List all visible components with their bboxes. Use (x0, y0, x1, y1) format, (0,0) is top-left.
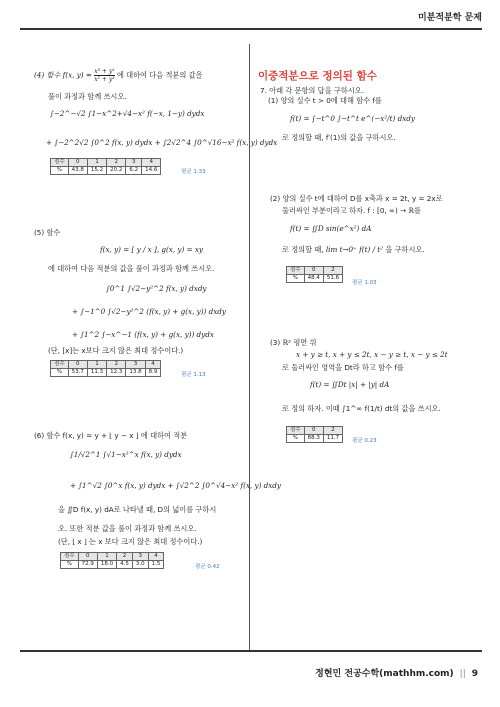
problem-4-line2: 풀이 과정과 함께 쓰시오. (48, 92, 127, 101)
header-rule (20, 28, 482, 30)
table-cell: 점수 (287, 427, 305, 435)
problem-5-eq3: + ∫1^2 ∫−x^−1 (f(x, y) + g(x, y)) dydx (72, 330, 214, 339)
problem-4-average: 평균 1.33 (181, 169, 206, 175)
table-cell: 3 (126, 159, 142, 167)
footer (315, 666, 478, 679)
problem-5-line: 에 대하여 다음 적분의 값을 풀이 과정과 함께 쓰시오. (48, 264, 215, 273)
q7-3-tail: 로 정의 하자. 이때 ∫1^∞ f(1/t) dt의 값을 쓰시오. (282, 404, 441, 413)
q7-2-tail (282, 245, 425, 255)
table-cell: % (287, 275, 305, 283)
table-cell: 11.3 (87, 369, 106, 377)
table-cell: 51.6 (323, 275, 342, 283)
table-cell: 4.5 (117, 561, 133, 569)
footer-separator: || (459, 669, 466, 679)
q7-1-eq: f(t) = ∫−t^0 ∫−t^t e^(−x²/t) dxdy (290, 114, 415, 123)
table-header-row (51, 361, 161, 369)
table-cell: 2 (107, 361, 126, 369)
table-cell: 4 (145, 361, 161, 369)
table-cell: 72.9 (78, 561, 97, 569)
problem-4-intro (34, 68, 202, 83)
table-header-row (287, 267, 343, 275)
table-row (61, 561, 164, 569)
problem-4-frac-den: x² + y² (94, 76, 115, 83)
problem-6-score-table (60, 552, 164, 569)
table-cell: 48.4 (304, 275, 323, 283)
page-number: 9 (471, 669, 478, 679)
table-cell: 점수 (51, 361, 69, 369)
table-cell: 18.0 (97, 561, 116, 569)
table-cell: 2 (323, 267, 342, 275)
q7-1-label: (1) 양의 실수 t > 0에 대해 함수 f를 (268, 96, 382, 105)
table-cell: 12.3 (107, 369, 126, 377)
table-header-row (287, 427, 343, 435)
problem-6-line1: 을 ∬D f(x, y) dA로 나타낼 때, D의 넓이를 구하시 (58, 505, 217, 514)
problem-5-def: f(x, y) = [ y / x ], g(x, y) = xy (100, 245, 203, 254)
problem-4-eq1 (50, 109, 204, 118)
table-cell: 3.0 (132, 561, 148, 569)
table-cell: 점수 (61, 553, 79, 561)
table-cell: 4 (142, 159, 161, 167)
table-cell: 0 (68, 361, 87, 369)
table-cell: 0 (78, 553, 97, 561)
column-divider (249, 44, 250, 652)
table-cell: 6.2 (126, 167, 142, 175)
table-row (51, 369, 161, 377)
q7-3-line3: 로 둘러싸인 영역을 Dt라 하고 함수 f를 (282, 363, 404, 372)
problem-5-eq1: ∫0^1 ∫√2−y²^2 f(x, y) dxdy (106, 284, 207, 293)
q7-3-score-table (286, 426, 343, 443)
q7-2-tail-b: 을 구하시오. (385, 245, 425, 254)
problem-6-note: (단, ⌊ x ⌋ 는 x 보다 크지 않은 최대 정수이다.) (58, 537, 203, 546)
table-cell: 점수 (287, 267, 305, 275)
table-row (287, 275, 343, 283)
problem-4-eq1-text: ∫−2^−√2 ∫1−x^2+√4−x² f(−x, 1−y) dydx (50, 109, 205, 118)
table-cell: 점수 (51, 159, 69, 167)
problem-4-func: (4) 함수 f(x, y) = (34, 70, 92, 80)
q7-2-limit: lim t→0⁺ f(t) / t² (325, 245, 384, 254)
table-cell: 11.7 (323, 435, 342, 443)
table-cell: 15.2 (87, 167, 106, 175)
table-cell: 2 (117, 553, 133, 561)
footer-rule (20, 650, 482, 652)
table-row (287, 435, 343, 443)
table-cell: % (51, 369, 69, 377)
problem-4-fraction (94, 68, 114, 83)
problem-5-average: 평균 1.13 (181, 372, 206, 378)
table-cell: 0 (304, 427, 323, 435)
q7-3-line1: (3) ℝ² 평면 위 (270, 338, 317, 347)
table-row (51, 167, 161, 175)
problem-5-score-table (50, 360, 161, 377)
table-cell: 0 (304, 267, 323, 275)
footer-text: 정현민 전공수학(mathhm.com) (315, 669, 454, 679)
q7-2-line1: (2) 양의 실수 t에 대하여 D를 x축과 x = 2t, y = 2x로 (270, 194, 443, 203)
table-cell: % (51, 167, 69, 175)
table-header-row (61, 553, 164, 561)
table-cell: 2 (323, 427, 342, 435)
q7-intro: 7. 아래 각 문항의 답을 구하시오. (260, 86, 364, 95)
problem-6-line2: 오. 또한 적분 값을 풀이 과정과 함께 쓰시오. (58, 524, 197, 533)
q7-2-tail-a: 로 정의할 때, (282, 245, 324, 254)
problem-6-eq2: + ∫1^√2 ∫0^x f(x, y) dydx + ∫√2^2 ∫0^√4−x² f(x, y) dxdy (70, 481, 281, 490)
q7-2-line2: 둘러싸인 부분이라고 하자. f : [0, ∞) → ℝ를 (282, 206, 422, 215)
table-cell: 1 (87, 159, 106, 167)
problem-4-score-table (50, 158, 161, 175)
problem-4-eq2-text: + ∫−2^2√2 ∫0^2 f(x, y) dydx + ∫2√2^4 ∫0^√16−x² f(x, y) dydx (46, 138, 278, 147)
table-cell: 0 (68, 159, 87, 167)
table-cell: 3 (126, 361, 145, 369)
q7-3-line2: x + y ≥ t, x + y ≤ 2t, x − y ≥ t, x − y ≤ 2t (296, 350, 448, 359)
problem-5-note: (단, [x]는 x보다 크지 않은 최대 정수이다.) (48, 346, 184, 355)
table-cell: 8.9 (145, 369, 161, 377)
problem-6-eq1: ∫1/√2^1 ∫√1−x²^x f(x, y) dydx (70, 450, 182, 459)
header-title: 미분적분학 문제 (418, 13, 482, 23)
table-cell: % (287, 435, 305, 443)
q7-3-average: 평균 0.23 (352, 438, 377, 444)
problem-5-eq2: + ∫−1^0 ∫√2−y²^2 (f(x, y) + g(x, y)) dxdy (72, 307, 226, 316)
table-cell: 1.5 (148, 561, 164, 569)
table-cell: 43.8 (68, 167, 87, 175)
q7-2-score-table (286, 266, 343, 283)
table-cell: 53.7 (68, 369, 87, 377)
table-cell: 88.3 (304, 435, 323, 443)
table-cell: 4 (148, 553, 164, 561)
q7-2-average: 평균 1.03 (352, 280, 377, 286)
table-cell: 14.6 (142, 167, 161, 175)
problem-4-intro-tail: 에 대하여 다음 적분의 값을 (116, 70, 203, 80)
table-cell: 20.2 (107, 167, 126, 175)
section-title: 이중적분으로 정의된 함수 (258, 70, 377, 82)
table-cell: % (61, 561, 79, 569)
table-header-row (51, 159, 161, 167)
problem-5-label: (5) 함수 (34, 228, 61, 237)
q7-2-eq: f(t) = ∬D sin(e^x²) dA (290, 224, 372, 233)
problem-4-frac-num: x³ + y² (94, 68, 115, 75)
table-cell: 1 (97, 553, 116, 561)
q7-3-eq: f(t) = ∬Dt |x| + |y| dA (310, 380, 390, 389)
q7-1-tail: 로 정의할 때, f′(1)의 값을 구하시오. (282, 133, 396, 142)
problem-6-intro: (6) 함수 f(x, y) = y + ⌊ y − x ⌋ 에 대하여 적분 (34, 431, 188, 440)
problem-4-eq2 (46, 138, 277, 147)
table-cell: 13.8 (126, 369, 145, 377)
problem-6-average: 평균 0.42 (195, 564, 220, 570)
table-cell: 3 (132, 553, 148, 561)
table-cell: 1 (87, 361, 106, 369)
table-cell: 2 (107, 159, 126, 167)
